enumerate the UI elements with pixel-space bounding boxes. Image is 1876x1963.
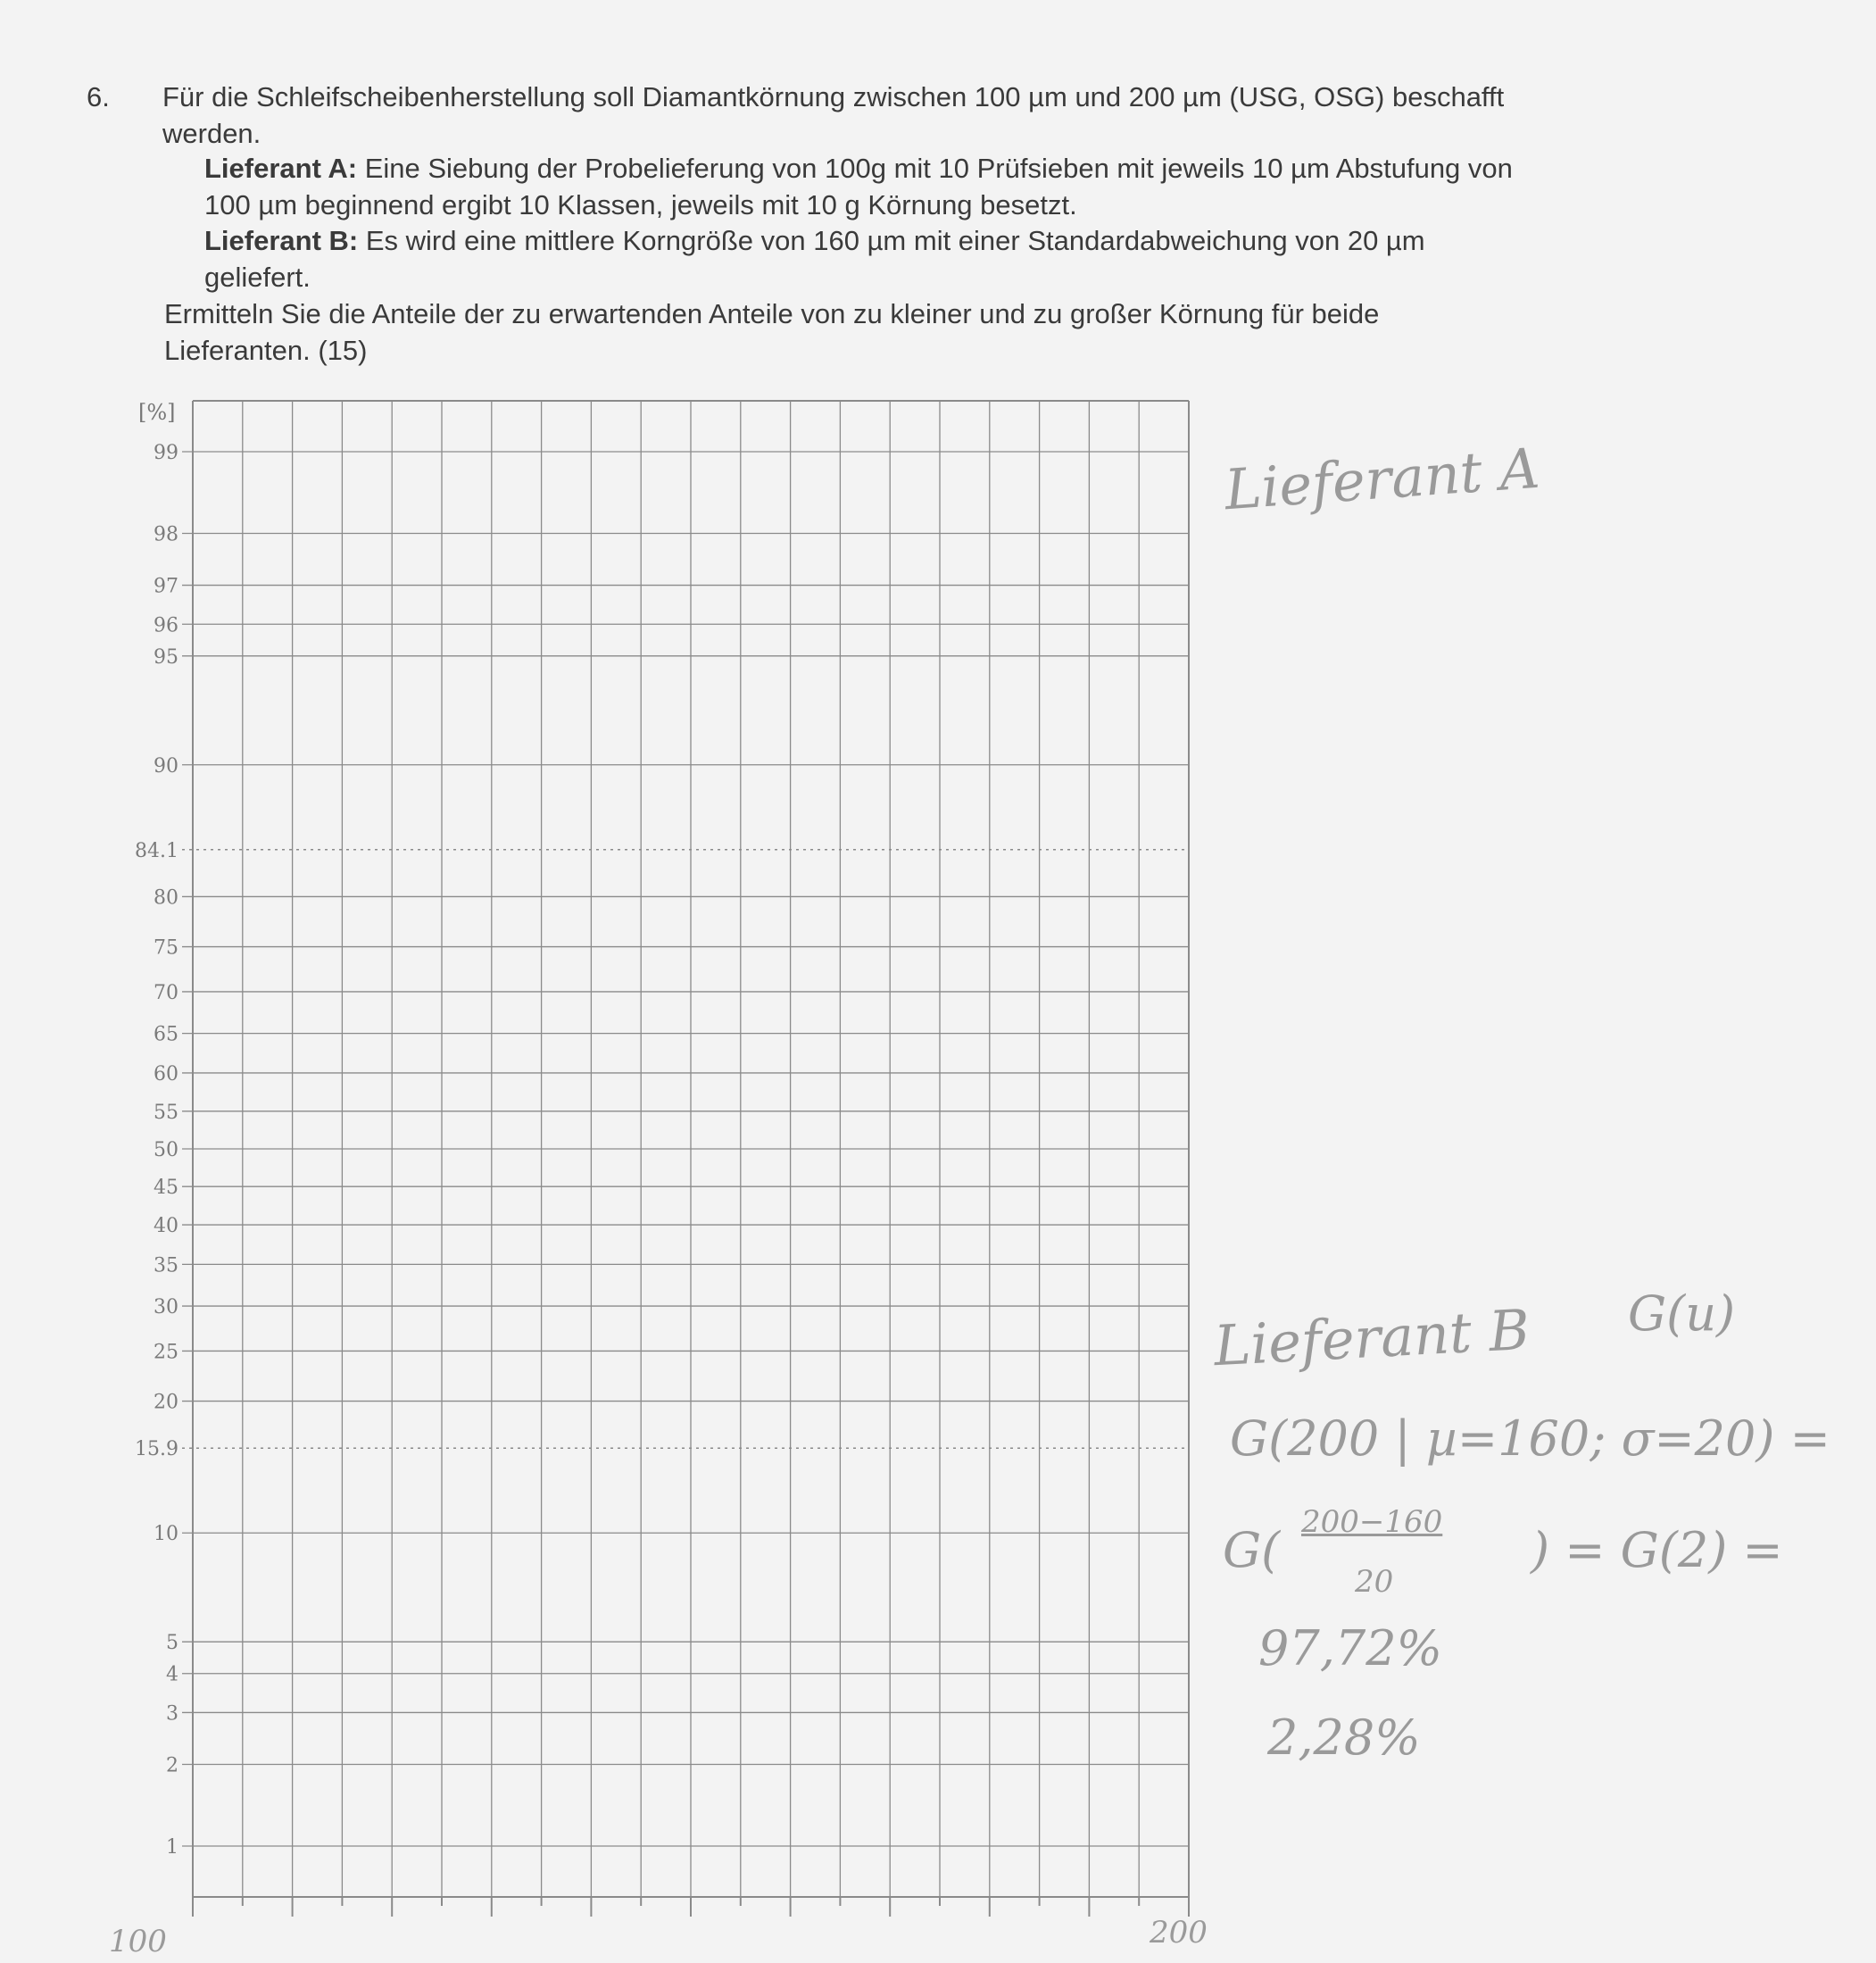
y-tick-label: 1 bbox=[166, 1836, 178, 1859]
y-tick-label: 99 bbox=[154, 442, 178, 464]
y-tick-labels bbox=[135, 442, 178, 1859]
y-tick-label: 25 bbox=[154, 1341, 178, 1364]
supplier-b-line-2: geliefert. bbox=[204, 262, 311, 293]
handwritten-result-2: 2,28% bbox=[1267, 1709, 1421, 1766]
y-tick-label: 35 bbox=[154, 1254, 178, 1277]
grid-horizontal-lines bbox=[182, 401, 1189, 1897]
y-tick-label: 96 bbox=[154, 614, 178, 637]
handwritten-function-label: G(u) bbox=[1628, 1285, 1736, 1342]
handwritten-formula-1: G(200 | µ=160; σ=20) = bbox=[1230, 1410, 1830, 1467]
y-tick-label: 98 bbox=[154, 523, 178, 546]
handwritten-x-end: 200 bbox=[1150, 1915, 1208, 1951]
y-tick-label: 70 bbox=[154, 981, 178, 1004]
task-line-1: Für die Schleifscheibenherstellung soll Diamantkörnung zwischen 100 µm und 200 µm (USG, OSG) beschafft bbox=[162, 81, 1505, 112]
handwritten-fraction-denominator: 20 bbox=[1355, 1564, 1394, 1600]
supplier-a-label: Lieferant A: bbox=[204, 153, 358, 184]
handwritten-supplier-b: Lieferant B bbox=[1212, 1296, 1532, 1379]
y-tick-label: 97 bbox=[154, 575, 178, 598]
y-tick-label: 55 bbox=[154, 1101, 178, 1124]
y-tick-label: 10 bbox=[154, 1523, 178, 1546]
y-tick-label: 30 bbox=[154, 1296, 178, 1319]
task-number: 6. bbox=[87, 81, 110, 112]
handwritten-formula-2-left: G( bbox=[1223, 1522, 1281, 1578]
y-tick-label: 84.1 bbox=[135, 839, 178, 862]
supplier-a-line-1: Eine Siebung der Probelieferung von 100g mit 10 Prüfsieben mit jeweils 10 µm Abstufung von bbox=[357, 153, 1513, 184]
y-tick-label: 95 bbox=[154, 645, 178, 669]
question-line-2: Lieferanten. (15) bbox=[164, 335, 368, 366]
y-tick-label: 3 bbox=[166, 1702, 178, 1726]
handwritten-formula-2-right: ) = G(2) = bbox=[1531, 1522, 1783, 1578]
y-tick-label: 40 bbox=[154, 1215, 178, 1238]
y-tick-label: 45 bbox=[154, 1177, 178, 1200]
y-tick-label: 60 bbox=[154, 1062, 178, 1085]
handwritten-supplier-a: Lieferant A bbox=[1222, 435, 1542, 523]
y-tick-label: 75 bbox=[154, 936, 178, 960]
y-tick-label: 2 bbox=[166, 1754, 178, 1777]
y-tick-label: 65 bbox=[154, 1023, 178, 1046]
handwritten-fraction-numerator: 200−160 bbox=[1301, 1504, 1443, 1540]
handwritten-x-start: 100 bbox=[109, 1924, 167, 1959]
handwritten-result-1: 97,72% bbox=[1258, 1620, 1442, 1676]
y-tick-label: 5 bbox=[166, 1632, 178, 1655]
grid-vertical-lines bbox=[193, 401, 1189, 1917]
supplier-b-label: Lieferant B: bbox=[204, 225, 359, 256]
y-unit-label: [%] bbox=[138, 400, 176, 425]
task-line-2: werden. bbox=[162, 118, 261, 149]
supplier-b-line-1: Es wird eine mittlere Korngröße von 160 µm mit einer Standardabweichung von 20 µm bbox=[358, 225, 1425, 256]
y-tick-label: 4 bbox=[166, 1663, 178, 1686]
y-tick-label: 15.9 bbox=[135, 1438, 178, 1461]
question-line-1: Ermitteln Sie die Anteile der zu erwartenden Anteile von zu kleiner und zu großer Körnung für beide bbox=[164, 298, 1380, 329]
y-tick-label: 20 bbox=[154, 1391, 178, 1414]
y-tick-label: 80 bbox=[154, 886, 178, 910]
supplier-a-line-2: 100 µm beginnend ergibt 10 Klassen, jeweils mit 10 g Körnung besetzt. bbox=[204, 189, 1077, 220]
y-tick-label: 90 bbox=[154, 754, 178, 778]
y-tick-label: 50 bbox=[154, 1139, 178, 1161]
